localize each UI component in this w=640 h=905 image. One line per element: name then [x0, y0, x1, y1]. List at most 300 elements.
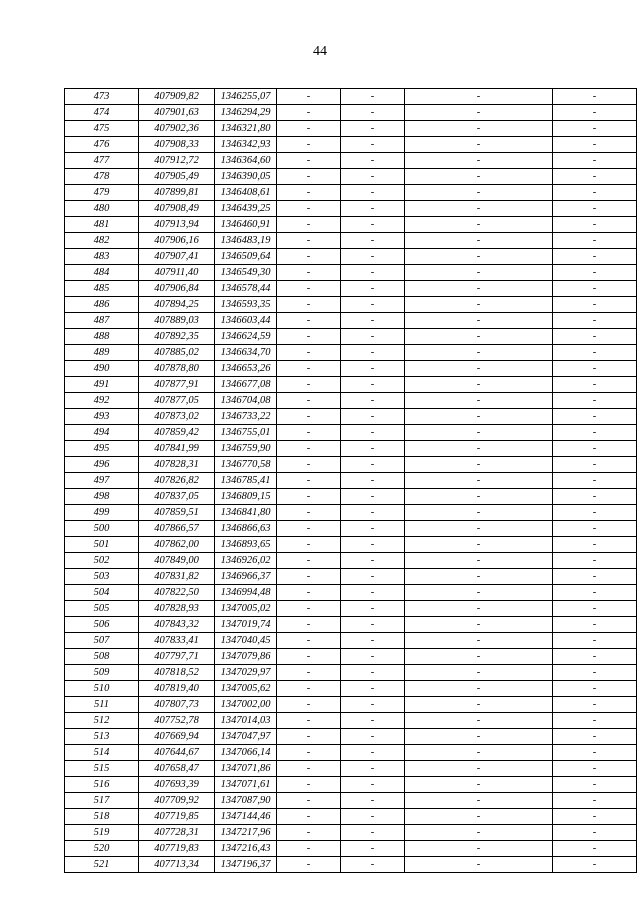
y-coordinate-cell: 1346593,35	[215, 297, 277, 313]
dash-cell: -	[553, 473, 637, 489]
x-coordinate-cell: 407719,83	[139, 841, 215, 857]
point-number-cell: 494	[65, 425, 139, 441]
dash-cell: -	[341, 137, 405, 153]
table-row	[65, 249, 637, 265]
table-row	[65, 697, 637, 713]
dash-cell: -	[553, 217, 637, 233]
x-coordinate-cell: 407658,47	[139, 761, 215, 777]
table-row	[65, 665, 637, 681]
point-number-cell: 484	[65, 265, 139, 281]
x-coordinate-cell: 407644,67	[139, 745, 215, 761]
dash-cell: -	[277, 473, 341, 489]
y-coordinate-cell: 1347216,43	[215, 841, 277, 857]
table-row	[65, 281, 637, 297]
x-coordinate-cell: 407841,99	[139, 441, 215, 457]
dash-cell: -	[341, 489, 405, 505]
point-number-cell: 512	[65, 713, 139, 729]
table-row	[65, 313, 637, 329]
table-row	[65, 201, 637, 217]
x-coordinate-cell: 407905,49	[139, 169, 215, 185]
point-number-cell: 489	[65, 345, 139, 361]
y-coordinate-cell: 1347040,45	[215, 633, 277, 649]
dash-cell: -	[405, 89, 553, 105]
dash-cell: -	[341, 809, 405, 825]
table-row	[65, 809, 637, 825]
dash-cell: -	[277, 633, 341, 649]
y-coordinate-cell: 1346321,80	[215, 121, 277, 137]
dash-cell: -	[277, 121, 341, 137]
dash-cell: -	[277, 777, 341, 793]
dash-cell: -	[341, 297, 405, 313]
y-coordinate-cell: 1347217,96	[215, 825, 277, 841]
dash-cell: -	[341, 633, 405, 649]
coordinates-table-body	[65, 89, 637, 873]
point-number-cell: 519	[65, 825, 139, 841]
dash-cell: -	[553, 329, 637, 345]
dash-cell: -	[341, 105, 405, 121]
x-coordinate-cell: 407908,33	[139, 137, 215, 153]
dash-cell: -	[341, 553, 405, 569]
table-row	[65, 153, 637, 169]
dash-cell: -	[277, 665, 341, 681]
point-number-cell: 520	[65, 841, 139, 857]
point-number-cell: 518	[65, 809, 139, 825]
dash-cell: -	[341, 345, 405, 361]
dash-cell: -	[341, 761, 405, 777]
point-number-cell: 509	[65, 665, 139, 681]
table-row	[65, 457, 637, 473]
table-row	[65, 89, 637, 105]
dash-cell: -	[341, 793, 405, 809]
table-row	[65, 105, 637, 121]
x-coordinate-cell: 407892,35	[139, 329, 215, 345]
dash-cell: -	[341, 617, 405, 633]
point-number-cell: 478	[65, 169, 139, 185]
dash-cell: -	[553, 713, 637, 729]
point-number-cell: 516	[65, 777, 139, 793]
point-number-cell: 487	[65, 313, 139, 329]
y-coordinate-cell: 1346966,37	[215, 569, 277, 585]
point-number-cell: 476	[65, 137, 139, 153]
dash-cell: -	[405, 441, 553, 457]
table-row	[65, 857, 637, 873]
dash-cell: -	[277, 569, 341, 585]
x-coordinate-cell: 407909,82	[139, 89, 215, 105]
dash-cell: -	[341, 649, 405, 665]
dash-cell: -	[553, 537, 637, 553]
point-number-cell: 493	[65, 409, 139, 425]
table-row	[65, 601, 637, 617]
dash-cell: -	[341, 281, 405, 297]
x-coordinate-cell: 407862,00	[139, 537, 215, 553]
dash-cell: -	[553, 409, 637, 425]
y-coordinate-cell: 1346994,48	[215, 585, 277, 601]
dash-cell: -	[405, 505, 553, 521]
point-number-cell: 491	[65, 377, 139, 393]
dash-cell: -	[405, 601, 553, 617]
dash-cell: -	[277, 553, 341, 569]
dash-cell: -	[277, 89, 341, 105]
dash-cell: -	[405, 137, 553, 153]
dash-cell: -	[277, 249, 341, 265]
dash-cell: -	[405, 521, 553, 537]
dash-cell: -	[341, 857, 405, 873]
dash-cell: -	[405, 249, 553, 265]
dash-cell: -	[405, 329, 553, 345]
dash-cell: -	[405, 697, 553, 713]
dash-cell: -	[277, 329, 341, 345]
point-number-cell: 502	[65, 553, 139, 569]
point-number-cell: 481	[65, 217, 139, 233]
point-number-cell: 492	[65, 393, 139, 409]
x-coordinate-cell: 407843,32	[139, 617, 215, 633]
dash-cell: -	[277, 217, 341, 233]
dash-cell: -	[553, 761, 637, 777]
table-row	[65, 569, 637, 585]
dash-cell: -	[277, 649, 341, 665]
y-coordinate-cell: 1347047,97	[215, 729, 277, 745]
dash-cell: -	[553, 137, 637, 153]
y-coordinate-cell: 1347071,86	[215, 761, 277, 777]
dash-cell: -	[405, 377, 553, 393]
table-row	[65, 825, 637, 841]
dash-cell: -	[553, 729, 637, 745]
dash-cell: -	[341, 185, 405, 201]
x-coordinate-cell: 407878,80	[139, 361, 215, 377]
dash-cell: -	[405, 825, 553, 841]
coordinates-table	[64, 88, 637, 873]
table-row	[65, 361, 637, 377]
y-coordinate-cell: 1346785,41	[215, 473, 277, 489]
table-row	[65, 409, 637, 425]
dash-cell: -	[553, 313, 637, 329]
dash-cell: -	[405, 729, 553, 745]
y-coordinate-cell: 1346390,05	[215, 169, 277, 185]
point-number-cell: 506	[65, 617, 139, 633]
table-row	[65, 185, 637, 201]
dash-cell: -	[405, 393, 553, 409]
dash-cell: -	[553, 361, 637, 377]
x-coordinate-cell: 407828,93	[139, 601, 215, 617]
dash-cell: -	[341, 425, 405, 441]
dash-cell: -	[405, 777, 553, 793]
x-coordinate-cell: 407913,94	[139, 217, 215, 233]
x-coordinate-cell: 407713,34	[139, 857, 215, 873]
y-coordinate-cell: 1346893,65	[215, 537, 277, 553]
y-coordinate-cell: 1347019,74	[215, 617, 277, 633]
page-number: 44	[313, 44, 327, 59]
x-coordinate-cell: 407859,42	[139, 425, 215, 441]
dash-cell: -	[277, 393, 341, 409]
dash-cell: -	[277, 681, 341, 697]
dash-cell: -	[405, 681, 553, 697]
dash-cell: -	[553, 569, 637, 585]
table-row	[65, 121, 637, 137]
dash-cell: -	[277, 793, 341, 809]
y-coordinate-cell: 1346759,90	[215, 441, 277, 457]
y-coordinate-cell: 1347005,62	[215, 681, 277, 697]
x-coordinate-cell: 407873,02	[139, 409, 215, 425]
x-coordinate-cell: 407859,51	[139, 505, 215, 521]
dash-cell: -	[341, 265, 405, 281]
dash-cell: -	[341, 233, 405, 249]
dash-cell: -	[277, 697, 341, 713]
dash-cell: -	[553, 185, 637, 201]
dash-cell: -	[553, 201, 637, 217]
x-coordinate-cell: 407908,49	[139, 201, 215, 217]
point-number-cell: 498	[65, 489, 139, 505]
dash-cell: -	[341, 249, 405, 265]
dash-cell: -	[553, 553, 637, 569]
y-coordinate-cell: 1347005,02	[215, 601, 277, 617]
table-row	[65, 729, 637, 745]
dash-cell: -	[277, 201, 341, 217]
y-coordinate-cell: 1347079,86	[215, 649, 277, 665]
dash-cell: -	[277, 457, 341, 473]
table-row	[65, 441, 637, 457]
dash-cell: -	[341, 457, 405, 473]
dash-cell: -	[553, 441, 637, 457]
dash-cell: -	[553, 297, 637, 313]
y-coordinate-cell: 1346677,08	[215, 377, 277, 393]
dash-cell: -	[405, 313, 553, 329]
dash-cell: -	[341, 713, 405, 729]
dash-cell: -	[405, 633, 553, 649]
dash-cell: -	[277, 105, 341, 121]
dash-cell: -	[277, 313, 341, 329]
table-row	[65, 537, 637, 553]
dash-cell: -	[341, 537, 405, 553]
table-row	[65, 745, 637, 761]
dash-cell: -	[405, 153, 553, 169]
dash-cell: -	[405, 537, 553, 553]
point-number-cell: 503	[65, 569, 139, 585]
dash-cell: -	[277, 425, 341, 441]
table-row	[65, 233, 637, 249]
x-coordinate-cell: 407911,40	[139, 265, 215, 281]
y-coordinate-cell: 1347071,61	[215, 777, 277, 793]
dash-cell: -	[277, 137, 341, 153]
x-coordinate-cell: 407822,50	[139, 585, 215, 601]
x-coordinate-cell: 407902,36	[139, 121, 215, 137]
dash-cell: -	[341, 569, 405, 585]
y-coordinate-cell: 1346578,44	[215, 281, 277, 297]
x-coordinate-cell: 407819,40	[139, 681, 215, 697]
dash-cell: -	[341, 729, 405, 745]
y-coordinate-cell: 1346770,58	[215, 457, 277, 473]
dash-cell: -	[553, 393, 637, 409]
point-number-cell: 501	[65, 537, 139, 553]
x-coordinate-cell: 407728,31	[139, 825, 215, 841]
y-coordinate-cell: 1346866,63	[215, 521, 277, 537]
dash-cell: -	[553, 681, 637, 697]
y-coordinate-cell: 1346653,26	[215, 361, 277, 377]
y-coordinate-cell: 1346342,93	[215, 137, 277, 153]
dash-cell: -	[553, 601, 637, 617]
dash-cell: -	[277, 361, 341, 377]
point-number-cell: 495	[65, 441, 139, 457]
dash-cell: -	[553, 281, 637, 297]
dash-cell: -	[405, 121, 553, 137]
table-row	[65, 345, 637, 361]
dash-cell: -	[553, 649, 637, 665]
dash-cell: -	[277, 841, 341, 857]
point-number-cell: 488	[65, 329, 139, 345]
point-number-cell: 514	[65, 745, 139, 761]
y-coordinate-cell: 1347066,14	[215, 745, 277, 761]
x-coordinate-cell: 407807,73	[139, 697, 215, 713]
x-coordinate-cell: 407693,39	[139, 777, 215, 793]
table-row	[65, 585, 637, 601]
dash-cell: -	[277, 521, 341, 537]
dash-cell: -	[277, 265, 341, 281]
dash-cell: -	[341, 153, 405, 169]
dash-cell: -	[277, 297, 341, 313]
dash-cell: -	[405, 569, 553, 585]
dash-cell: -	[341, 505, 405, 521]
dash-cell: -	[341, 777, 405, 793]
x-coordinate-cell: 407797,71	[139, 649, 215, 665]
point-number-cell: 479	[65, 185, 139, 201]
x-coordinate-cell: 407837,05	[139, 489, 215, 505]
table-row	[65, 713, 637, 729]
dash-cell: -	[553, 505, 637, 521]
point-number-cell: 508	[65, 649, 139, 665]
dash-cell: -	[277, 489, 341, 505]
y-coordinate-cell: 1347002,00	[215, 697, 277, 713]
y-coordinate-cell: 1346624,59	[215, 329, 277, 345]
table-row	[65, 505, 637, 521]
table-row	[65, 681, 637, 697]
dash-cell: -	[553, 809, 637, 825]
dash-cell: -	[553, 585, 637, 601]
dash-cell: -	[341, 665, 405, 681]
x-coordinate-cell: 407912,72	[139, 153, 215, 169]
dash-cell: -	[405, 585, 553, 601]
y-coordinate-cell: 1346603,44	[215, 313, 277, 329]
dash-cell: -	[405, 649, 553, 665]
dash-cell: -	[553, 105, 637, 121]
table-row	[65, 425, 637, 441]
y-coordinate-cell: 1346483,19	[215, 233, 277, 249]
dash-cell: -	[277, 761, 341, 777]
table-row	[65, 633, 637, 649]
y-coordinate-cell: 1346841,80	[215, 505, 277, 521]
dash-cell: -	[405, 745, 553, 761]
x-coordinate-cell: 407899,81	[139, 185, 215, 201]
table-row	[65, 761, 637, 777]
dash-cell: -	[405, 297, 553, 313]
table-row	[65, 377, 637, 393]
dash-cell: -	[553, 233, 637, 249]
point-number-cell: 490	[65, 361, 139, 377]
table-row	[65, 297, 637, 313]
table-row	[65, 169, 637, 185]
point-number-cell: 485	[65, 281, 139, 297]
dash-cell: -	[553, 121, 637, 137]
dash-cell: -	[405, 841, 553, 857]
x-coordinate-cell: 407719,85	[139, 809, 215, 825]
y-coordinate-cell: 1347087,90	[215, 793, 277, 809]
dash-cell: -	[341, 473, 405, 489]
point-number-cell: 482	[65, 233, 139, 249]
table-row	[65, 617, 637, 633]
table-row	[65, 217, 637, 233]
dash-cell: -	[553, 457, 637, 473]
y-coordinate-cell: 1346549,30	[215, 265, 277, 281]
table-row	[65, 473, 637, 489]
table-row	[65, 777, 637, 793]
x-coordinate-cell: 407901,63	[139, 105, 215, 121]
dash-cell: -	[341, 601, 405, 617]
table-row	[65, 553, 637, 569]
point-number-cell: 483	[65, 249, 139, 265]
x-coordinate-cell: 407894,25	[139, 297, 215, 313]
y-coordinate-cell: 1347144,46	[215, 809, 277, 825]
y-coordinate-cell: 1346704,08	[215, 393, 277, 409]
dash-cell: -	[341, 521, 405, 537]
dash-cell: -	[405, 553, 553, 569]
y-coordinate-cell: 1346733,22	[215, 409, 277, 425]
dash-cell: -	[553, 825, 637, 841]
point-number-cell: 499	[65, 505, 139, 521]
dash-cell: -	[277, 281, 341, 297]
table-row	[65, 841, 637, 857]
y-coordinate-cell: 1346634,70	[215, 345, 277, 361]
dash-cell: -	[277, 537, 341, 553]
x-coordinate-cell: 407907,41	[139, 249, 215, 265]
table-row	[65, 265, 637, 281]
dash-cell: -	[405, 105, 553, 121]
x-coordinate-cell: 407866,57	[139, 521, 215, 537]
point-number-cell: 515	[65, 761, 139, 777]
dash-cell: -	[277, 233, 341, 249]
dash-cell: -	[553, 153, 637, 169]
point-number-cell: 477	[65, 153, 139, 169]
dash-cell: -	[341, 409, 405, 425]
x-coordinate-cell: 407906,84	[139, 281, 215, 297]
dash-cell: -	[405, 713, 553, 729]
dash-cell: -	[553, 697, 637, 713]
dash-cell: -	[405, 409, 553, 425]
dash-cell: -	[341, 313, 405, 329]
dash-cell: -	[405, 169, 553, 185]
dash-cell: -	[553, 745, 637, 761]
y-coordinate-cell: 1346809,15	[215, 489, 277, 505]
table-row	[65, 137, 637, 153]
dash-cell: -	[405, 217, 553, 233]
dash-cell: -	[277, 745, 341, 761]
dash-cell: -	[405, 473, 553, 489]
y-coordinate-cell: 1346364,60	[215, 153, 277, 169]
table-row	[65, 649, 637, 665]
point-number-cell: 505	[65, 601, 139, 617]
x-coordinate-cell: 407752,78	[139, 713, 215, 729]
dash-cell: -	[405, 809, 553, 825]
dash-cell: -	[405, 345, 553, 361]
y-coordinate-cell: 1346255,07	[215, 89, 277, 105]
point-number-cell: 521	[65, 857, 139, 873]
y-coordinate-cell: 1347196,37	[215, 857, 277, 873]
point-number-cell: 507	[65, 633, 139, 649]
x-coordinate-cell: 407826,82	[139, 473, 215, 489]
dash-cell: -	[405, 665, 553, 681]
dash-cell: -	[277, 585, 341, 601]
dash-cell: -	[553, 777, 637, 793]
point-number-cell: 500	[65, 521, 139, 537]
dash-cell: -	[553, 345, 637, 361]
dash-cell: -	[277, 185, 341, 201]
